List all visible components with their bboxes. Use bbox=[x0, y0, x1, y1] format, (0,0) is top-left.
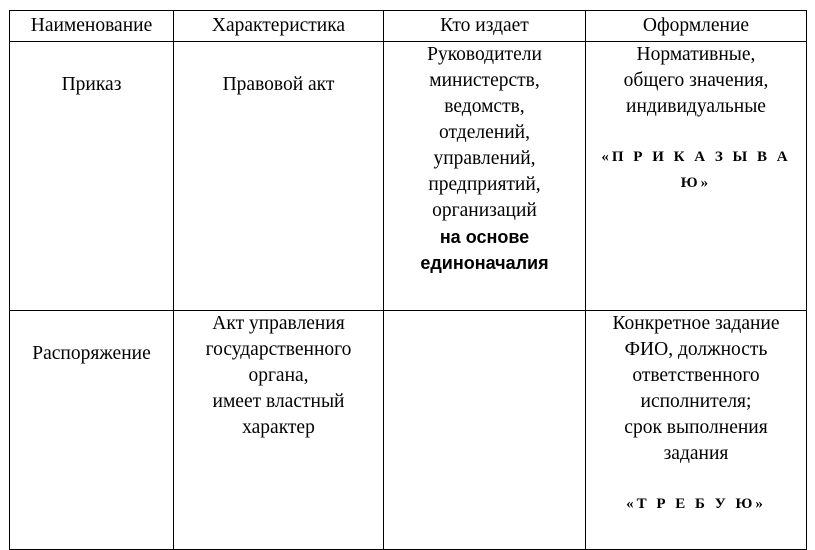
table-row-rasporyazhenie bbox=[10, 311, 807, 550]
header-name: Наименование bbox=[10, 11, 174, 42]
cell-format-rasporyazhenie bbox=[586, 311, 807, 550]
issuer-line: управлений, bbox=[433, 148, 536, 169]
cell-characteristic-rasporyazhenie bbox=[174, 311, 384, 550]
characteristic-line: характер bbox=[242, 417, 315, 438]
issuer-line: предприятий, bbox=[428, 174, 541, 195]
format-line: исполнителя; bbox=[640, 391, 752, 412]
header-characteristic: Характеристика bbox=[174, 11, 384, 42]
format-line: Нормативные, bbox=[636, 44, 756, 65]
issuer-line: организаций bbox=[432, 200, 537, 221]
issuer-line: ведомств, bbox=[444, 96, 525, 117]
header-format: Оформление bbox=[586, 11, 807, 42]
characteristic-line: Акт управления bbox=[212, 313, 345, 334]
issuer-line: Руководители bbox=[427, 44, 542, 65]
characteristic-line: государственного bbox=[205, 339, 352, 360]
cell-name-prikaz: Приказ bbox=[10, 42, 174, 311]
format-line: срок выполнения bbox=[624, 417, 768, 438]
format-line: общего значения, bbox=[623, 70, 769, 91]
table-row-prikaz bbox=[10, 42, 807, 311]
characteristic-line: органа, bbox=[248, 365, 309, 386]
issuer-line: министерств, bbox=[429, 70, 540, 91]
header-issuer: Кто издает bbox=[384, 11, 586, 42]
issuer-bold-line: единоначалия bbox=[420, 253, 549, 273]
characteristic-line: имеет властный bbox=[212, 391, 345, 412]
format-keyword: «П Р И К А З Ы В А Ю» bbox=[601, 149, 791, 191]
table-header-row bbox=[10, 11, 807, 42]
format-line: индивидуальные bbox=[626, 96, 766, 117]
format-line: ФИО, должность bbox=[624, 339, 768, 360]
format-line: ответственного bbox=[632, 365, 760, 386]
cell-issuer-prikaz bbox=[384, 42, 586, 311]
format-line: Конкретное задание bbox=[612, 313, 780, 334]
issuer-bold-line: на основе bbox=[439, 227, 530, 247]
document-table bbox=[9, 10, 807, 550]
characteristic-line: Правовой акт bbox=[222, 74, 335, 95]
issuer-line: отделений, bbox=[439, 122, 530, 143]
cell-issuer-rasporyazhenie bbox=[384, 311, 586, 550]
cell-name-rasporyazhenie: Распоряжение bbox=[10, 311, 174, 550]
cell-format-prikaz bbox=[586, 42, 807, 311]
cell-characteristic-prikaz bbox=[174, 42, 384, 311]
format-keyword: «Т Р Е Б У Ю» bbox=[626, 496, 766, 512]
format-line: задания bbox=[663, 443, 729, 464]
